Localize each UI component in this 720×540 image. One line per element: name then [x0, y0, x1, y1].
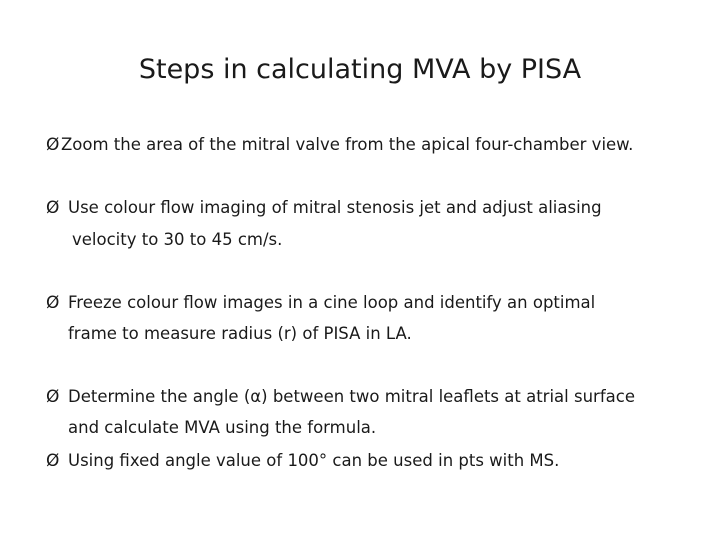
bullet-text: Freeze colour flow images in a cine loop and identify an optimal: [68, 293, 596, 312]
bullet-text: Using fixed angle value of 100° can be used in pts with MS.: [68, 451, 560, 470]
arrow-bullet-icon: Ø: [46, 387, 60, 407]
arrow-bullet-icon: Ø: [46, 135, 60, 155]
bullet-text-continued: velocity to 30 to 45 cm/s.: [72, 230, 283, 249]
bullet-text: Zoom the area of the mitral valve from the apical four-chamber view.: [61, 135, 634, 154]
arrow-bullet-icon: Ø: [46, 451, 60, 471]
bullet-text: Use colour flow imaging of mitral stenosis jet and adjust aliasing: [68, 198, 602, 217]
arrow-bullet-icon: Ø: [46, 293, 60, 313]
bullet-text-continued: frame to measure radius (r) of PISA in LA.: [68, 324, 412, 343]
arrow-bullet-icon: Ø: [46, 198, 60, 218]
bullet-text-continued: and calculate MVA using the formula.: [68, 418, 377, 437]
bullet-text: Determine the angle (α) between two mitral leaflets at atrial surface: [68, 387, 635, 406]
slide-title: Steps in calculating MVA by PISA: [138, 54, 582, 85]
